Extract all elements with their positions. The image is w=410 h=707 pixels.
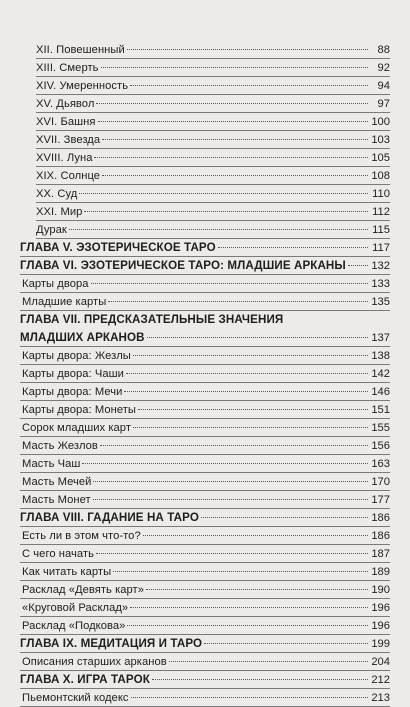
toc-page-number: 190	[371, 584, 390, 596]
toc-entry-title: XVIII. Луна	[36, 152, 93, 164]
toc-page-number: 94	[377, 80, 390, 92]
dot-leader	[96, 103, 368, 104]
toc-chapter-entry	[20, 671, 390, 689]
toc-page-number: 163	[371, 458, 390, 470]
dot-leader	[169, 661, 368, 662]
dot-leader	[79, 193, 368, 194]
toc-entry-title: XXI. Мир	[36, 206, 83, 218]
toc-entry	[36, 221, 390, 239]
toc-entry	[22, 563, 390, 581]
toc-entry-title: ГЛАВА X. ИГРА ТАРОК	[20, 673, 150, 686]
dot-leader	[93, 499, 368, 500]
dot-leader	[133, 427, 368, 428]
toc-entry-title: Масть Мечей	[22, 476, 92, 488]
toc-entry	[36, 59, 390, 77]
toc-entry-title: Есть ли в этом что-то?	[22, 530, 141, 542]
dot-leader	[143, 535, 368, 536]
dot-leader	[98, 121, 368, 122]
dot-leader	[96, 553, 368, 554]
toc-page-number: 189	[371, 566, 390, 578]
dot-leader	[348, 265, 368, 266]
toc-page-number: 146	[371, 386, 390, 398]
dot-leader	[201, 517, 368, 518]
toc-entry	[22, 581, 390, 599]
toc-page-number: 100	[371, 116, 390, 128]
dot-leader	[131, 697, 368, 698]
toc-page-number: 156	[371, 440, 390, 452]
dot-leader	[102, 175, 368, 176]
toc-page-number: 110	[372, 188, 390, 200]
toc-page-number: 97	[377, 98, 390, 110]
toc-entry	[22, 689, 390, 707]
dot-leader	[94, 157, 368, 158]
toc-entry	[36, 185, 390, 203]
toc-page-number: 186	[371, 530, 390, 542]
dot-leader	[84, 211, 368, 212]
toc-page-number: 170	[371, 476, 390, 488]
toc-entry-title: Карты двора: Монеты	[22, 404, 137, 416]
toc-entry	[22, 653, 390, 671]
toc-chapter-entry	[20, 329, 390, 347]
toc-entry	[36, 203, 390, 221]
toc-entry-title: XVI. Башня	[36, 116, 96, 128]
toc-page-number: 187	[371, 548, 390, 560]
toc-entry	[22, 347, 390, 365]
toc-entry-title: ГЛАВА IX. МЕДИТАЦИЯ И ТАРО	[20, 637, 203, 650]
dot-leader	[130, 85, 368, 86]
toc-page-number: 151	[371, 404, 390, 416]
toc-page-number: 137	[371, 332, 390, 344]
toc-page-number: 92	[377, 62, 390, 74]
dot-leader	[108, 301, 368, 302]
toc-entry-title: Пьемонтский кодекс	[22, 692, 129, 704]
toc-page-number: 142	[371, 368, 390, 380]
dot-leader	[133, 355, 368, 356]
toc-page-number: 105	[371, 152, 390, 164]
toc-page-number: 112	[372, 206, 390, 218]
toc-page-number: 204	[371, 656, 390, 668]
dot-leader	[138, 409, 368, 410]
toc-chapter-entry	[20, 635, 390, 653]
toc-entry-title: Масть Жезлов	[22, 440, 98, 452]
toc-chapter-entry	[20, 311, 390, 329]
toc-entry-title: XII. Повешенный	[36, 44, 125, 56]
toc-entry	[22, 275, 390, 293]
toc-entry-title: Карты двора: Жезлы	[22, 350, 131, 362]
toc-entry-title: Карты двора: Чаши	[22, 368, 124, 380]
toc-entry	[36, 113, 390, 131]
toc-page-number: 135	[371, 296, 390, 308]
toc-entry-title: МЛАДШИХ АРКАНОВ	[20, 331, 145, 344]
toc-page-number: 177	[371, 494, 390, 506]
toc-entry-title: Расклад «Подкова»	[22, 620, 126, 632]
dot-leader	[101, 67, 368, 68]
toc-page-number: 155	[371, 422, 390, 434]
toc-page-number: 133	[371, 278, 390, 290]
dot-leader	[146, 589, 368, 590]
toc-entry	[22, 527, 390, 545]
toc-entry-title: XV. Дьявол	[36, 98, 95, 110]
toc-entry-title: Карты двора	[22, 278, 89, 290]
dot-leader	[126, 373, 368, 374]
toc-chapter-entry	[20, 509, 390, 527]
toc-entry	[22, 473, 390, 491]
toc-entry	[22, 599, 390, 617]
dot-leader	[93, 481, 368, 482]
dot-leader	[127, 625, 368, 626]
toc-entry	[36, 41, 390, 59]
toc-entry-title: Масть Монет	[22, 494, 91, 506]
toc-entry-title: ГЛАВА VI. ЭЗОТЕРИЧЕСКОЕ ТАРО: МЛАДШИЕ АРКАНЫ	[20, 259, 346, 272]
toc-entry	[22, 437, 390, 455]
toc-page-number: 199	[371, 638, 390, 650]
toc-entry-title: Карты двора: Мечи	[22, 386, 123, 398]
toc-entry-title: Дурак	[36, 224, 67, 236]
toc-entry-title: ГЛАВА VII. ПРЕДСКАЗАТЕЛЬНЫЕ ЗНАЧЕНИЯ	[20, 313, 284, 326]
toc-entry	[22, 455, 390, 473]
dot-leader	[113, 571, 368, 572]
toc-page-number: 103	[371, 134, 390, 146]
dot-leader	[82, 463, 368, 464]
toc-page-number: 186	[371, 512, 390, 524]
toc-entry-title: XVII. Звезда	[36, 134, 101, 146]
toc-entry	[22, 293, 390, 311]
toc-page-number: 213	[371, 692, 390, 704]
dot-leader	[102, 139, 368, 140]
toc-entry-title: XIX. Солнце	[36, 170, 101, 182]
toc-entry-title: XX. Суд	[36, 188, 78, 200]
dot-leader	[91, 283, 368, 284]
toc-entry	[22, 491, 390, 509]
toc-entry	[22, 365, 390, 383]
toc-chapter-entry	[20, 239, 390, 257]
toc-entry-title: Масть Чаш	[22, 458, 81, 470]
toc-entry	[22, 545, 390, 563]
toc-page-number: 115	[372, 224, 390, 236]
dot-leader	[124, 391, 368, 392]
toc-entry	[36, 167, 390, 185]
toc-page-number: 108	[371, 170, 390, 182]
dot-leader	[100, 445, 368, 446]
toc-entry	[36, 149, 390, 167]
dot-leader	[204, 643, 368, 644]
toc-entry-title: Описания старших арканов	[22, 656, 167, 668]
toc-entry-title: Младшие карты	[22, 296, 107, 308]
toc-entry-title: Расклад «Девять карт»	[22, 584, 145, 596]
toc-entry	[36, 131, 390, 149]
dot-leader	[130, 607, 368, 608]
toc-entry-title: Как читать карты	[22, 566, 112, 578]
toc-entry	[22, 383, 390, 401]
toc-entry-title: ГЛАВА V. ЭЗОТЕРИЧЕСКОЕ ТАРО	[20, 241, 216, 254]
toc-page-number: 138	[371, 350, 390, 362]
toc-entry-title: ГЛАВА VIII. ГАДАНИЕ НА ТАРО	[20, 511, 199, 524]
toc-page-number: 88	[377, 44, 390, 56]
toc-entry-title: С чего начать	[22, 548, 94, 560]
toc-entry-title: Сорок младших карт	[22, 422, 132, 434]
dot-leader	[218, 247, 368, 248]
dot-leader	[147, 337, 368, 338]
toc-entry	[36, 95, 390, 113]
toc-chapter-entry	[20, 257, 390, 275]
dot-leader	[69, 229, 368, 230]
toc-entry-title: «Круговой Расклад»	[22, 602, 129, 614]
dot-leader	[152, 679, 368, 680]
toc-page-number: 212	[371, 674, 390, 686]
toc-entry-title: XIII. Смерть	[36, 62, 99, 74]
dot-leader	[127, 49, 368, 50]
toc-page-number: 196	[371, 620, 390, 632]
toc-entry	[22, 617, 390, 635]
toc-page-number: 117	[372, 242, 390, 254]
toc-entry	[22, 419, 390, 437]
toc-entry-title: XIV. Умеренность	[36, 80, 129, 92]
toc-entry	[36, 77, 390, 95]
toc-page-number: 196	[371, 602, 390, 614]
toc-entry	[22, 401, 390, 419]
toc-page-number: 132	[371, 260, 390, 272]
